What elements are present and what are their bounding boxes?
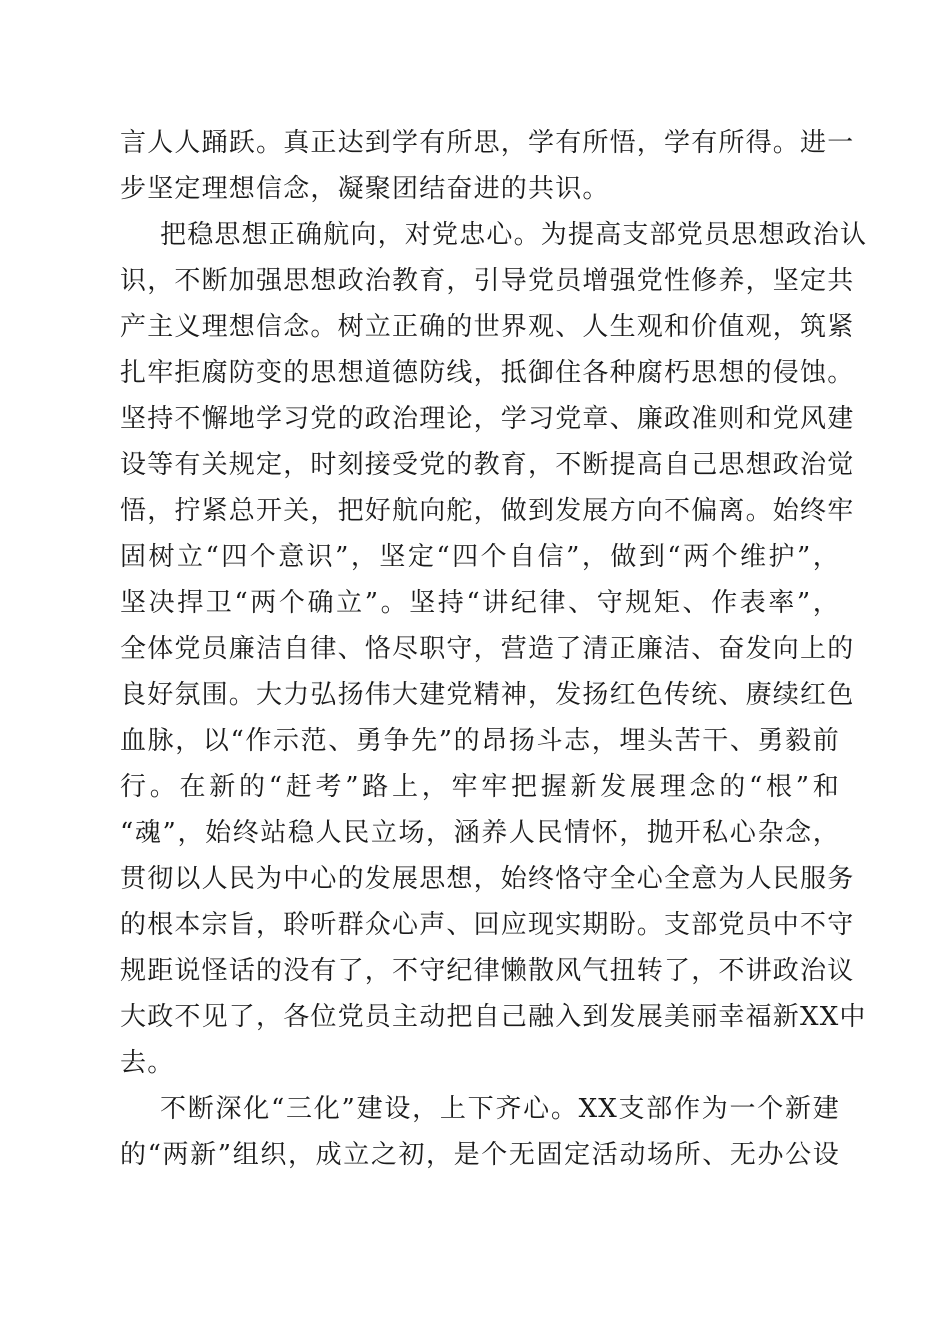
text-line: 的根本宗旨，聆听群众心声、回应现实期盼。支部党员中不守 xyxy=(120,910,855,940)
text-line: 扎牢拒腐防变的思想道德防线，抵御住各种腐朽思想的侵蚀。 xyxy=(120,358,855,388)
text-line: 固树立“四个意识”，坚定“四个自信”，做到“两个维护”， xyxy=(120,542,840,572)
text-line: 坚持不懈地学习党的政治理论，学习党章、廉政准则和党风建 xyxy=(120,404,855,434)
text-line: 坚决捍卫“两个确立”。坚持“讲纪律、守规矩、作表率”， xyxy=(120,588,840,618)
text-line: 悟，拧紧总开关，把好航向舵，做到发展方向不偏离。始终牢 xyxy=(120,496,855,526)
text-line: “魂”，始终站稳人民立场，涵养人民情怀，抛开私心杂念， xyxy=(120,818,840,848)
text-line: 言人人踊跃。真正达到学有所思，学有所悟，学有所得。进一 xyxy=(120,128,855,158)
text-line: 的“两新”组织，成立之初，是个无固定活动场所、无办公设 xyxy=(120,1140,840,1170)
text-line: 识，不断加强思想政治教育，引导党员增强党性修养，坚定共 xyxy=(120,266,855,296)
text-line: 规距说怪话的没有了，不守纪律懒散风气扭转了，不讲政治议 xyxy=(120,956,855,986)
text-line: 全体党员廉洁自律、恪尽职守，营造了清正廉洁、奋发向上的 xyxy=(120,634,855,664)
paragraph-start-line: 不断深化“三化”建设，上下齐心。XX支部作为一个新建 xyxy=(160,1094,840,1124)
text-line: 去。 xyxy=(120,1048,175,1078)
paragraph-start-line: 把稳思想正确航向，对党忠心。为提高支部党员思想政治认 xyxy=(160,220,868,250)
text-line: 设等有关规定，时刻接受党的教育，不断提高自己思想政治觉 xyxy=(120,450,855,480)
text-line: 大政不见了，各位党员主动把自己融入到发展美丽幸福新XX中 xyxy=(120,1002,867,1032)
text-line: 步坚定理想信念，凝聚团结奋进的共识。 xyxy=(120,174,610,204)
text-line: 产主义理想信念。树立正确的世界观、人生观和价值观，筑紧 xyxy=(120,312,855,342)
text-line: 良好氛围。大力弘扬伟大建党精神，发扬红色传统、赓续红色 xyxy=(120,680,855,710)
text-line: 贯彻以人民为中心的发展思想，始终恪守全心全意为人民服务 xyxy=(120,864,855,894)
text-line: 血脉，以“作示范、勇争先”的昂扬斗志，埋头苦干、勇毅前 xyxy=(120,726,840,756)
text-line: 行。在新的“赶考”路上，牢牢把握新发展理念的“根”和 xyxy=(120,772,840,802)
